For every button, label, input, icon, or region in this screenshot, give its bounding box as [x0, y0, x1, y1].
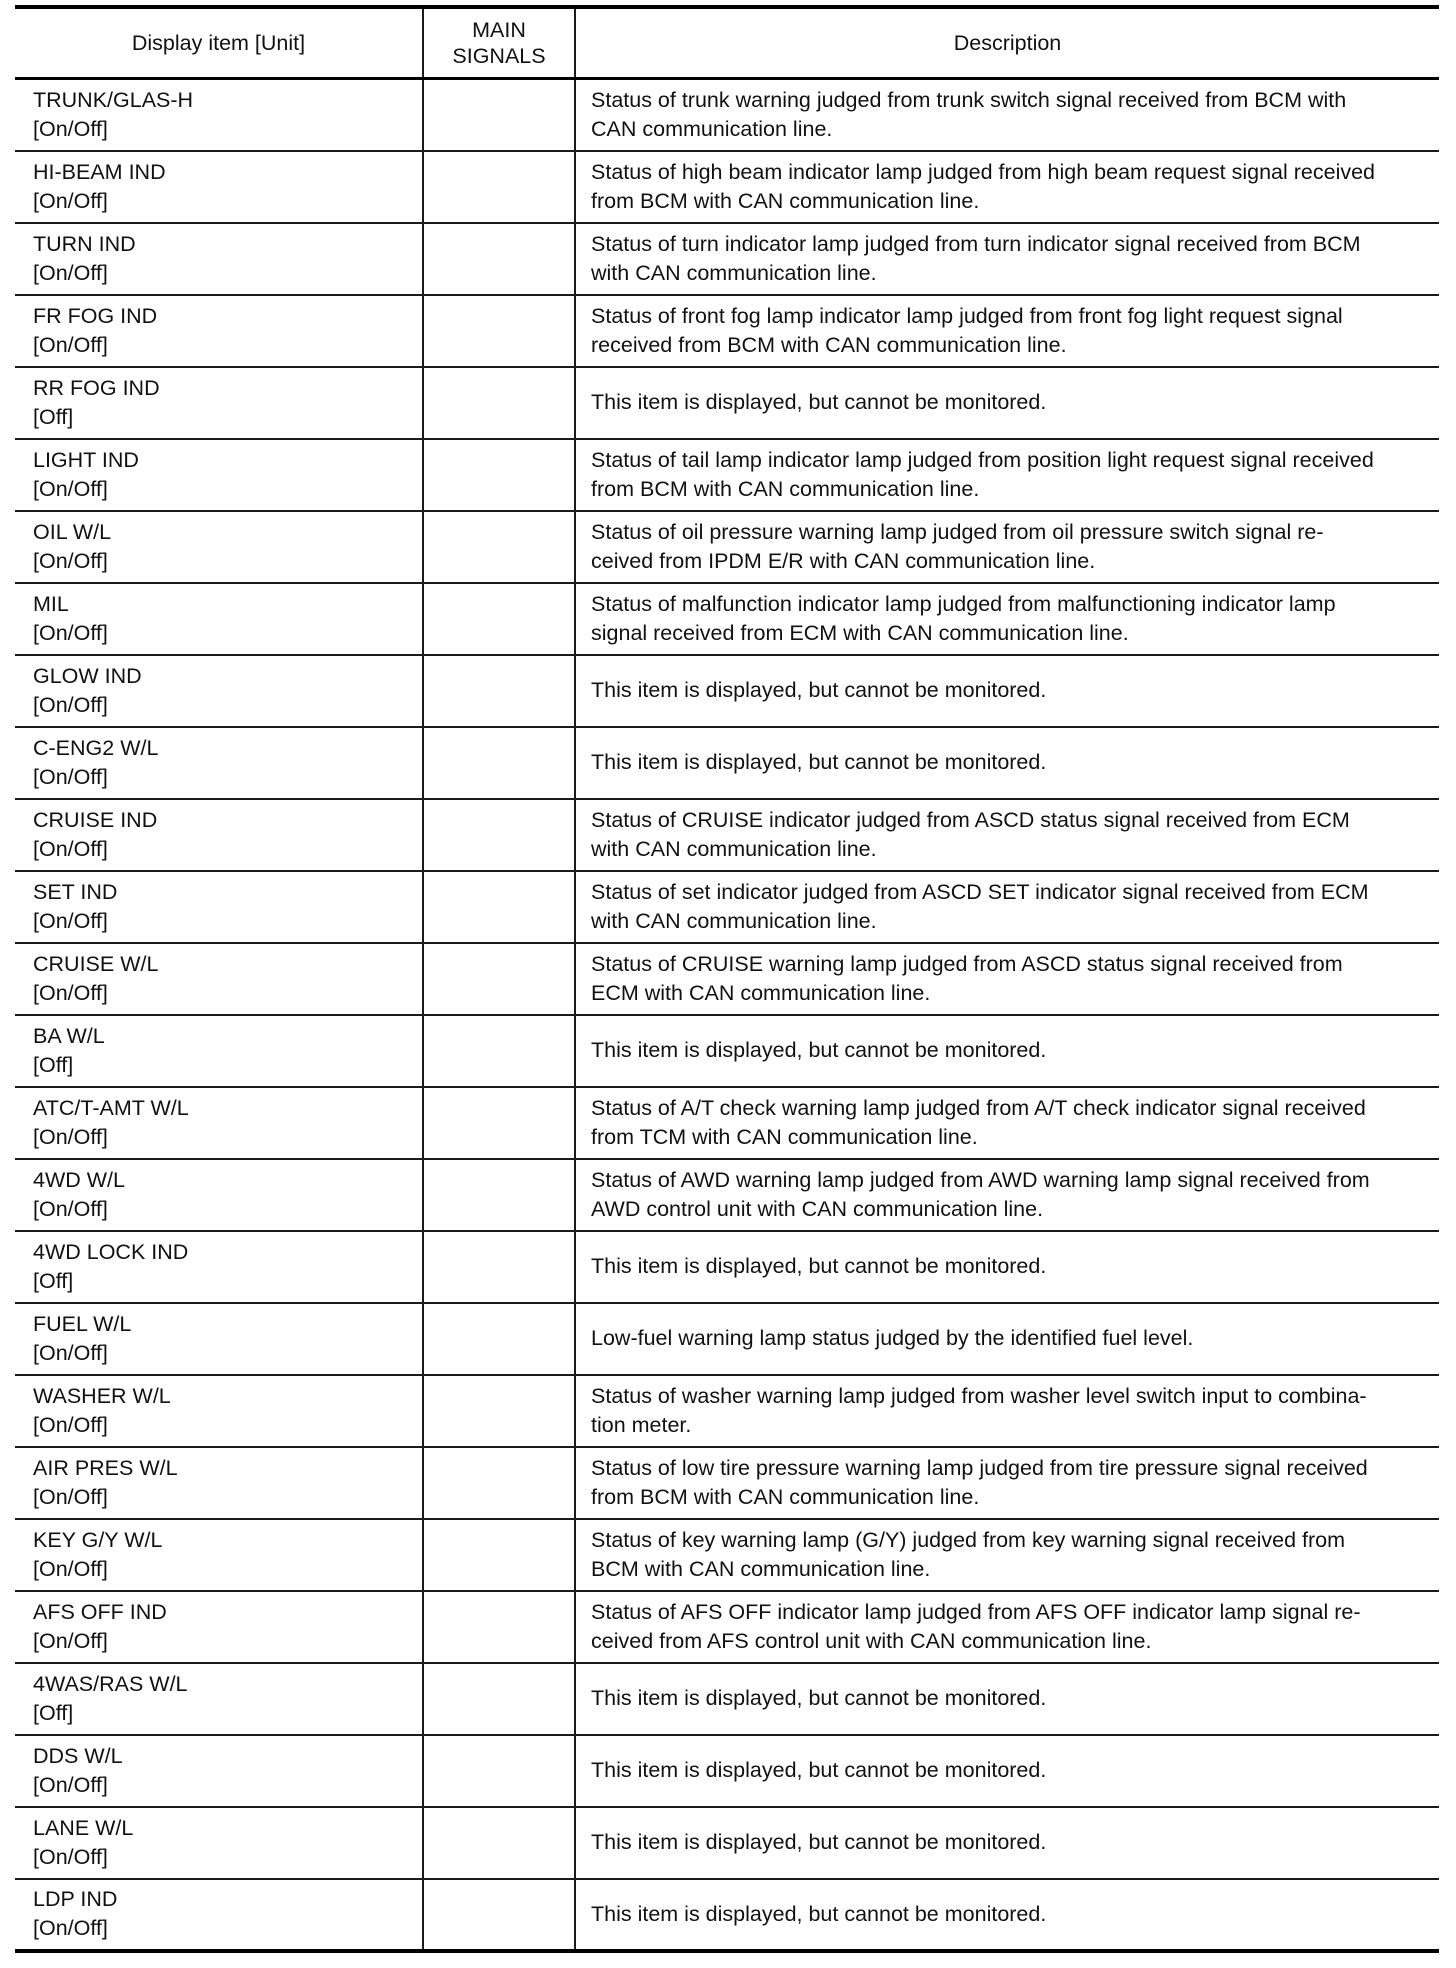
- description-cell: [575, 367, 1439, 439]
- table-row: [15, 1375, 1439, 1447]
- table-row: [15, 1303, 1439, 1375]
- table-row: [15, 1231, 1439, 1303]
- display-item-unit: [Off]: [33, 1268, 74, 1293]
- display-item-unit: [On/Off]: [33, 1196, 108, 1221]
- description-line: This item is displayed, but cannot be monitored.: [591, 678, 1047, 702]
- display-item-unit: [On/Off]: [33, 908, 108, 933]
- description-line: from BCM with CAN communication line.: [591, 1484, 980, 1509]
- table-row: [15, 1087, 1439, 1159]
- display-item-name: BA W/L: [33, 1023, 105, 1048]
- display-item-cell: [15, 1663, 423, 1735]
- description-cell: [575, 943, 1439, 1015]
- display-item-unit: [On/Off]: [33, 1772, 108, 1797]
- main-signals-cell: [423, 1015, 575, 1087]
- display-item-name: LIGHT IND: [33, 447, 139, 472]
- description-cell: [575, 511, 1439, 583]
- display-item-cell: [15, 1015, 423, 1087]
- main-signals-cell: [423, 511, 575, 583]
- description-cell: [575, 1159, 1439, 1231]
- description-line: signal received from ECM with CAN communication line.: [591, 620, 1129, 645]
- header-display-item: [15, 7, 423, 79]
- description-cell: [575, 1447, 1439, 1519]
- description-line: This item is displayed, but cannot be monitored.: [591, 1758, 1047, 1782]
- description-line: Status of turn indicator lamp judged from turn indicator signal received from BCM: [591, 231, 1361, 256]
- description-line: This item is displayed, but cannot be monitored.: [591, 1901, 1047, 1926]
- display-item-unit: [On/Off]: [33, 620, 108, 645]
- description-line: Status of AFS OFF indicator lamp judged from AFS OFF indicator lamp signal re-: [591, 1599, 1361, 1624]
- main-signals-cell: [423, 1879, 575, 1951]
- display-item-cell: [15, 1303, 423, 1375]
- display-item-name: DDS W/L: [33, 1743, 123, 1768]
- main-signals-cell: [423, 727, 575, 799]
- display-item-unit: [On/Off]: [33, 692, 108, 717]
- table-row: [15, 1591, 1439, 1663]
- description-line: Status of set indicator judged from ASCD SET indicator signal received from ECM: [591, 879, 1369, 904]
- display-item-unit: [On/Off]: [33, 764, 108, 789]
- description-cell: [575, 655, 1439, 727]
- display-item-name: RR FOG IND: [33, 375, 160, 400]
- description-line: ECM with CAN communication line.: [591, 980, 931, 1005]
- display-item-name: ATC/T-AMT W/L: [33, 1095, 189, 1120]
- table-row: [15, 727, 1439, 799]
- display-item-cell: [15, 1519, 423, 1591]
- description-line: with CAN communication line.: [591, 908, 877, 933]
- display-item-name: MIL: [33, 591, 69, 616]
- table-row: [15, 1159, 1439, 1231]
- display-item-name: LANE W/L: [33, 1815, 134, 1840]
- main-signals-cell: [423, 223, 575, 295]
- description-cell: [575, 1375, 1439, 1447]
- display-item-name: KEY G/Y W/L: [33, 1527, 163, 1552]
- description-line: Status of AWD warning lamp judged from AWD warning lamp signal received from: [591, 1167, 1370, 1192]
- display-item-unit: [Off]: [33, 404, 74, 429]
- table-row: [15, 1735, 1439, 1807]
- description-cell: [575, 1879, 1439, 1951]
- display-item-name: SET IND: [33, 879, 118, 904]
- display-item-name: 4WAS/RAS W/L: [33, 1671, 188, 1696]
- display-item-unit: [On/Off]: [33, 332, 108, 357]
- display-item-unit: [On/Off]: [33, 1556, 108, 1581]
- display-item-unit: [On/Off]: [33, 1628, 108, 1653]
- description-line: Low-fuel warning lamp status judged by the identified fuel level.: [591, 1326, 1194, 1350]
- description-cell: [575, 295, 1439, 367]
- main-signals-cell: [423, 367, 575, 439]
- header-main-signals: [423, 7, 575, 79]
- display-item-cell: [15, 1807, 423, 1879]
- display-item-name: LDP IND: [33, 1887, 118, 1911]
- display-item-cell: [15, 1159, 423, 1231]
- display-item-cell: [15, 583, 423, 655]
- table-row: [15, 511, 1439, 583]
- main-signals-cell: [423, 1087, 575, 1159]
- display-item-unit: [On/Off]: [33, 1340, 108, 1365]
- header-row: [15, 7, 1439, 79]
- header-description-label: Description: [953, 31, 1062, 55]
- description-line: Status of tail lamp indicator lamp judged from position light request signal received: [591, 447, 1374, 472]
- table-row: [15, 655, 1439, 727]
- display-item-cell: [15, 727, 423, 799]
- description-line: from TCM with CAN communication line.: [591, 1124, 978, 1149]
- display-item-cell: [15, 223, 423, 295]
- main-signals-cell: [423, 799, 575, 871]
- table-row: [15, 1447, 1439, 1519]
- description-line: Status of front fog lamp indicator lamp judged from front fog light request signal: [591, 303, 1343, 328]
- display-item-cell: [15, 151, 423, 223]
- description-line: Status of CRUISE warning lamp judged from ASCD status signal received from: [591, 951, 1343, 976]
- main-signals-cell: [423, 1735, 575, 1807]
- display-item-unit: [On/Off]: [33, 1484, 108, 1509]
- display-item-cell: [15, 1735, 423, 1807]
- description-line: with CAN communication line.: [591, 260, 877, 285]
- main-signals-cell: [423, 1519, 575, 1591]
- table-row: [15, 1807, 1439, 1879]
- monitor-item-table: [15, 5, 1439, 1953]
- display-item-cell: [15, 295, 423, 367]
- display-item-name: CRUISE W/L: [33, 951, 159, 976]
- description-line: BCM with CAN communication line.: [591, 1556, 931, 1581]
- display-item-cell: [15, 1231, 423, 1303]
- table-row: [15, 583, 1439, 655]
- display-item-name: 4WD LOCK IND: [33, 1239, 189, 1264]
- display-item-unit: [On/Off]: [33, 548, 108, 573]
- main-signals-cell: [423, 1231, 575, 1303]
- description-line: from BCM with CAN communication line.: [591, 476, 980, 501]
- main-signals-cell: [423, 439, 575, 511]
- main-signals-cell: [423, 871, 575, 943]
- display-item-name: FR FOG IND: [33, 303, 158, 328]
- description-line: CAN communication line.: [591, 116, 833, 141]
- description-line: with CAN communication line.: [591, 836, 877, 861]
- table-row: [15, 439, 1439, 511]
- display-item-unit: [Off]: [33, 1052, 74, 1077]
- table-row: [15, 871, 1439, 943]
- display-item-name: OIL W/L: [33, 519, 112, 544]
- description-line: This item is displayed, but cannot be monitored.: [591, 750, 1047, 774]
- display-item-unit: [On/Off]: [33, 1412, 108, 1437]
- description-line: ceived from IPDM E/R with CAN communication line.: [591, 548, 1096, 573]
- table-row: [15, 79, 1439, 151]
- description-line: Status of CRUISE indicator judged from ASCD status signal received from ECM: [591, 807, 1350, 832]
- header-display-item-label: Display item [Unit]: [131, 31, 306, 55]
- description-line: ceived from AFS control unit with CAN communication line.: [591, 1628, 1152, 1653]
- description-cell: [575, 1591, 1439, 1663]
- display-item-name: GLOW IND: [33, 663, 142, 688]
- display-item-unit: [On/Off]: [33, 980, 108, 1005]
- description-cell: [575, 871, 1439, 943]
- description-cell: [575, 1087, 1439, 1159]
- table-body: [15, 79, 1439, 1951]
- display-item-cell: [15, 1447, 423, 1519]
- description-line: Status of trunk warning judged from trunk switch signal received from BCM with: [591, 87, 1347, 112]
- description-line: This item is displayed, but cannot be monitored.: [591, 390, 1047, 414]
- main-signals-cell: [423, 1591, 575, 1663]
- description-line: This item is displayed, but cannot be monitored.: [591, 1038, 1047, 1062]
- description-cell: [575, 1663, 1439, 1735]
- description-line: Status of oil pressure warning lamp judged from oil pressure switch signal re-: [591, 519, 1324, 544]
- table-row: [15, 799, 1439, 871]
- main-signals-cell: [423, 655, 575, 727]
- main-signals-cell: [423, 1375, 575, 1447]
- table-header: [15, 7, 1439, 79]
- display-item-cell: [15, 871, 423, 943]
- description-cell: [575, 79, 1439, 151]
- display-item-name: CRUISE IND: [33, 807, 158, 832]
- main-signals-cell: [423, 583, 575, 655]
- display-item-unit: [On/Off]: [33, 1916, 108, 1940]
- display-item-name: 4WD W/L: [33, 1167, 125, 1192]
- description-cell: [575, 439, 1439, 511]
- header-main-signals-line2: SIGNALS: [452, 44, 546, 68]
- description-line: Status of high beam indicator lamp judged from high beam request signal received: [591, 159, 1376, 184]
- display-item-name: HI-BEAM IND: [33, 159, 166, 184]
- table-row: [15, 1519, 1439, 1591]
- main-signals-cell: [423, 1663, 575, 1735]
- description-cell: [575, 151, 1439, 223]
- table-row: [15, 1663, 1439, 1735]
- description-line: AWD control unit with CAN communication line.: [591, 1196, 1044, 1221]
- display-item-cell: [15, 655, 423, 727]
- description-cell: [575, 583, 1439, 655]
- main-signals-cell: [423, 151, 575, 223]
- display-item-unit: [On/Off]: [33, 1844, 108, 1869]
- display-item-cell: [15, 511, 423, 583]
- description-cell: [575, 1231, 1439, 1303]
- description-line: Status of washer warning lamp judged from washer level switch input to combina-: [591, 1383, 1367, 1408]
- main-signals-cell: [423, 79, 575, 151]
- display-item-name: FUEL W/L: [33, 1311, 132, 1336]
- table-row: [15, 223, 1439, 295]
- display-item-name: TURN IND: [33, 231, 136, 256]
- table-row: [15, 943, 1439, 1015]
- display-item-cell: [15, 367, 423, 439]
- description-cell: [575, 223, 1439, 295]
- display-item-unit: [Off]: [33, 1700, 74, 1725]
- main-signals-cell: [423, 943, 575, 1015]
- display-item-unit: [On/Off]: [33, 836, 108, 861]
- description-cell: [575, 799, 1439, 871]
- display-item-unit: [On/Off]: [33, 116, 108, 141]
- display-item-cell: [15, 1879, 423, 1951]
- description-line: This item is displayed, but cannot be monitored.: [591, 1830, 1047, 1854]
- header-description: [575, 7, 1439, 79]
- description-line: This item is displayed, but cannot be monitored.: [591, 1686, 1047, 1710]
- display-item-unit: [On/Off]: [33, 188, 108, 213]
- display-item-unit: [On/Off]: [33, 260, 108, 285]
- display-item-name: AIR PRES W/L: [33, 1455, 178, 1480]
- display-item-cell: [15, 1591, 423, 1663]
- description-line: tion meter.: [591, 1412, 692, 1437]
- display-item-cell: [15, 1087, 423, 1159]
- display-item-name: WASHER W/L: [33, 1383, 171, 1408]
- table-row: [15, 295, 1439, 367]
- table-row: [15, 1879, 1439, 1951]
- display-item-cell: [15, 799, 423, 871]
- display-item-name: TRUNK/GLAS-H: [33, 87, 194, 112]
- table-row: [15, 151, 1439, 223]
- main-signals-cell: [423, 1447, 575, 1519]
- description-line: This item is displayed, but cannot be monitored.: [591, 1254, 1047, 1278]
- description-line: Status of key warning lamp (G/Y) judged from key warning signal received from: [591, 1527, 1346, 1552]
- description-cell: [575, 727, 1439, 799]
- display-item-unit: [On/Off]: [33, 476, 108, 501]
- main-signals-cell: [423, 295, 575, 367]
- description-cell: [575, 1807, 1439, 1879]
- display-item-cell: [15, 439, 423, 511]
- display-item-cell: [15, 943, 423, 1015]
- display-item-cell: [15, 1375, 423, 1447]
- display-item-name: C-ENG2 W/L: [33, 735, 159, 760]
- description-line: from BCM with CAN communication line.: [591, 188, 980, 213]
- description-line: Status of A/T check warning lamp judged from A/T check indicator signal received: [591, 1095, 1366, 1120]
- description-cell: [575, 1735, 1439, 1807]
- table-row: [15, 367, 1439, 439]
- document-page: [15, 5, 1439, 1953]
- table-row: [15, 1015, 1439, 1087]
- display-item-cell: [15, 79, 423, 151]
- description-cell: [575, 1519, 1439, 1591]
- main-signals-cell: [423, 1807, 575, 1879]
- description-cell: [575, 1015, 1439, 1087]
- description-line: Status of malfunction indicator lamp judged from malfunctioning indicator lamp: [591, 591, 1336, 616]
- main-signals-cell: [423, 1159, 575, 1231]
- main-signals-cell: [423, 1303, 575, 1375]
- description-line: received from BCM with CAN communication line.: [591, 332, 1067, 357]
- display-item-unit: [On/Off]: [33, 1124, 108, 1149]
- header-main-signals-line1: MAIN: [472, 18, 526, 42]
- display-item-name: AFS OFF IND: [33, 1599, 167, 1624]
- description-line: Status of low tire pressure warning lamp judged from tire pressure signal received: [591, 1455, 1368, 1480]
- description-cell: [575, 1303, 1439, 1375]
